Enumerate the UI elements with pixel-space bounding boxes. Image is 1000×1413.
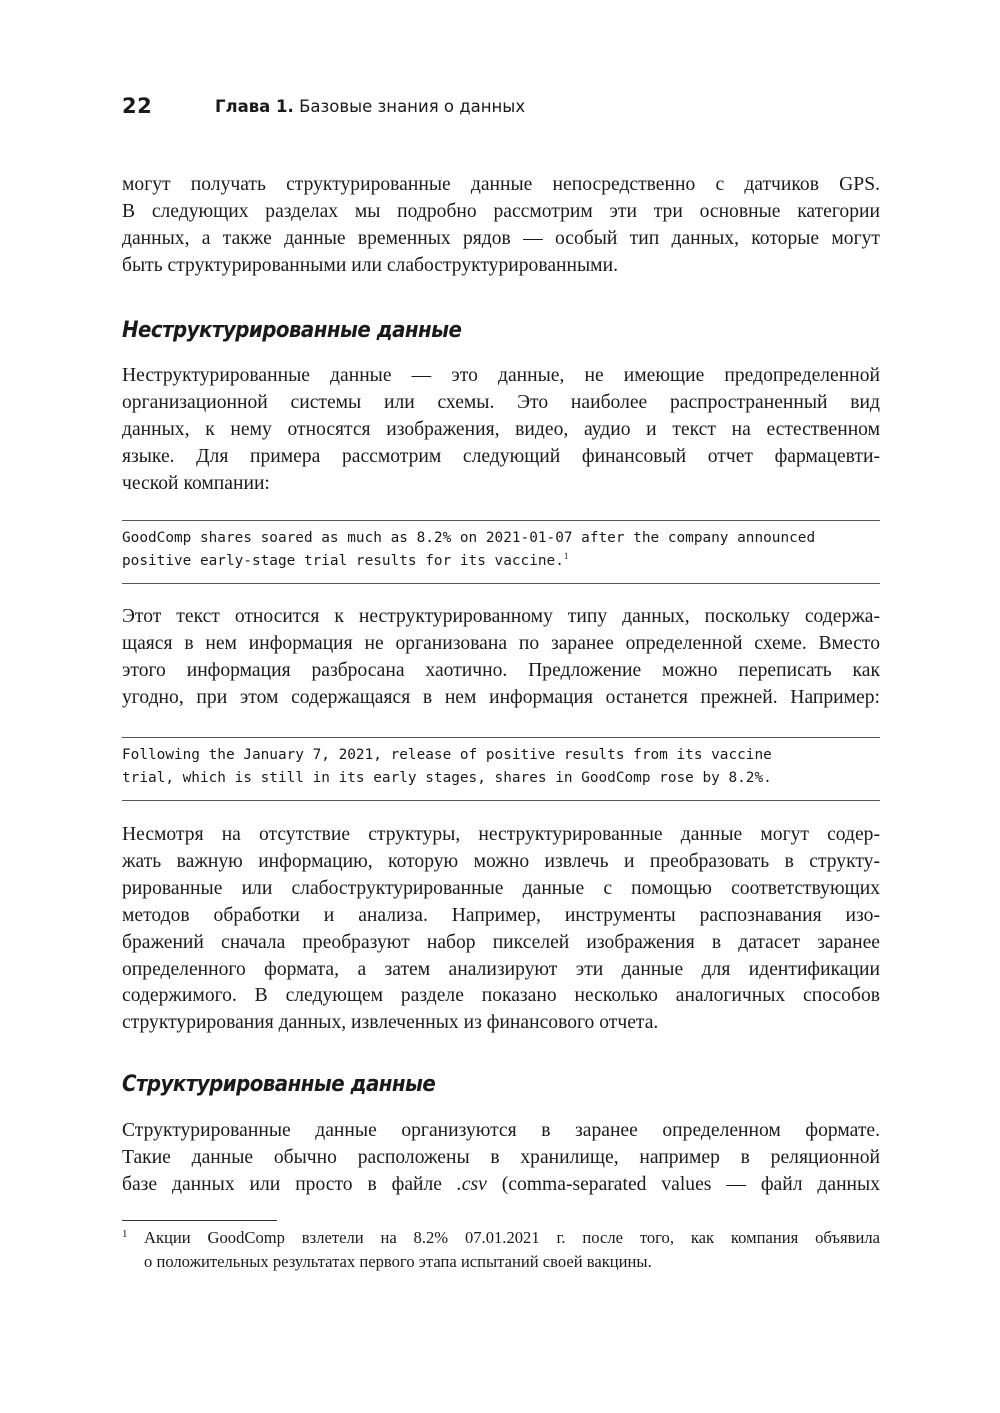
csv-file-extension: .csv xyxy=(456,1173,487,1195)
text-line: Неструктурированные данные — это данные, не имеющие предопределенной xyxy=(122,365,880,386)
text-line: определенного формата, а затем анализируют эти данные для идентификации xyxy=(122,958,880,980)
text-line: щаяся в нем информация не организована по заранее определенной схеме. Вместо xyxy=(122,632,880,654)
text-line: рированные или слабоструктурированные данные с помощью соответствующих xyxy=(122,877,880,899)
text-line: быть структурированными или слабоструктурированными. xyxy=(122,254,618,276)
text-line: данных, а также данные временных рядов — особый тип данных, которые могут xyxy=(122,227,880,249)
code-line: positive early-stage trial results for its vaccine. xyxy=(122,552,564,569)
footnote-mark: 1 xyxy=(122,1228,128,1240)
text-segment: (comma-separated values — файл данных xyxy=(486,1173,880,1195)
code-line: trial, which is still in its early stages, shares in GoodComp rose by 8.2%. xyxy=(122,769,772,786)
text-line: данных, к нему относятся изображения, видео, аудио и текст на естественном xyxy=(122,418,880,440)
text-line: содержимого. В следующем разделе показано несколько аналогичных способов xyxy=(122,985,880,1007)
text-line: этого информация разбросана хаотично. Предложение можно переписать как xyxy=(122,659,880,681)
text-line: структурирования данных, извлеченных из финансового отчета. xyxy=(122,1012,659,1034)
running-head xyxy=(122,94,880,126)
text-line: организационной системы или схемы. Это наиболее распространенный вид xyxy=(122,391,880,413)
page-number: 22 xyxy=(122,94,153,118)
chapter-heading xyxy=(215,97,525,116)
code-example-original xyxy=(122,520,880,584)
intro-paragraph xyxy=(122,172,880,280)
footnote-reference[interactable]: 1 xyxy=(563,550,569,561)
footnote-line: о положительных результатах первого этапа испытаний своей вакцины. xyxy=(144,1251,652,1271)
text-line: ческой компании: xyxy=(122,472,270,494)
chapter-title: Базовые знания о данных xyxy=(299,97,526,116)
code-line: GoodComp shares soared as much as 8.2% on 2021-01-07 after the company announced xyxy=(122,530,816,546)
code-example-rewritten xyxy=(122,737,880,801)
unstructured-value-paragraph xyxy=(122,822,880,1037)
text-segment: базе данных или просто в файле xyxy=(122,1173,457,1195)
footnote-line: Акции GoodComp взлетели на 8.2% 07.01.2021 г. после того, как компания объявила xyxy=(144,1228,880,1247)
text-line: жать важную информацию, которую можно извлечь и преобразовать в структу- xyxy=(122,850,880,872)
footnote-divider xyxy=(122,1220,277,1221)
unstructured-explanation-paragraph xyxy=(122,604,880,712)
structured-definition-paragraph xyxy=(122,1118,880,1199)
section-heading-unstructured: Неструктурированные данные xyxy=(122,318,462,343)
text-line: бражений сначала преобразуют набор пикселей изображения в датасет заранее xyxy=(122,931,880,953)
text-line: методов обработки и анализа. Например, инструменты распознавания изо- xyxy=(122,904,880,926)
section-heading-structured: Структурированные данные xyxy=(122,1072,436,1097)
text-line: В следующих разделах мы подробно рассмотрим эти три основные категории xyxy=(122,200,880,222)
text-line: Структурированные данные организуются в заранее определенном формате. xyxy=(122,1120,880,1141)
text-line: Несмотря на отсутствие структуры, неструктурированные данные могут содер- xyxy=(122,824,880,845)
code-line: Following the January 7, 2021, release of positive results from its vaccine xyxy=(122,747,772,763)
unstructured-definition-paragraph xyxy=(122,363,880,498)
footnote xyxy=(122,1226,880,1273)
text-line: Этот текст относится к неструктурированному типу данных, поскольку содержа- xyxy=(122,606,880,627)
text-line: Такие данные обычно расположены в хранилище, например в реляционной xyxy=(122,1146,880,1168)
chapter-label: Глава 1. xyxy=(215,97,294,116)
text-line: могут получать структурированные данные непосредственно с датчиков GPS. xyxy=(122,174,880,195)
text-line: языке. Для примера рассмотрим следующий финансовый отчет фармацевти- xyxy=(122,445,880,467)
text-line: угодно, при этом содержащаяся в нем информация останется прежней. Например: xyxy=(122,686,880,708)
text-line xyxy=(122,1172,880,1199)
